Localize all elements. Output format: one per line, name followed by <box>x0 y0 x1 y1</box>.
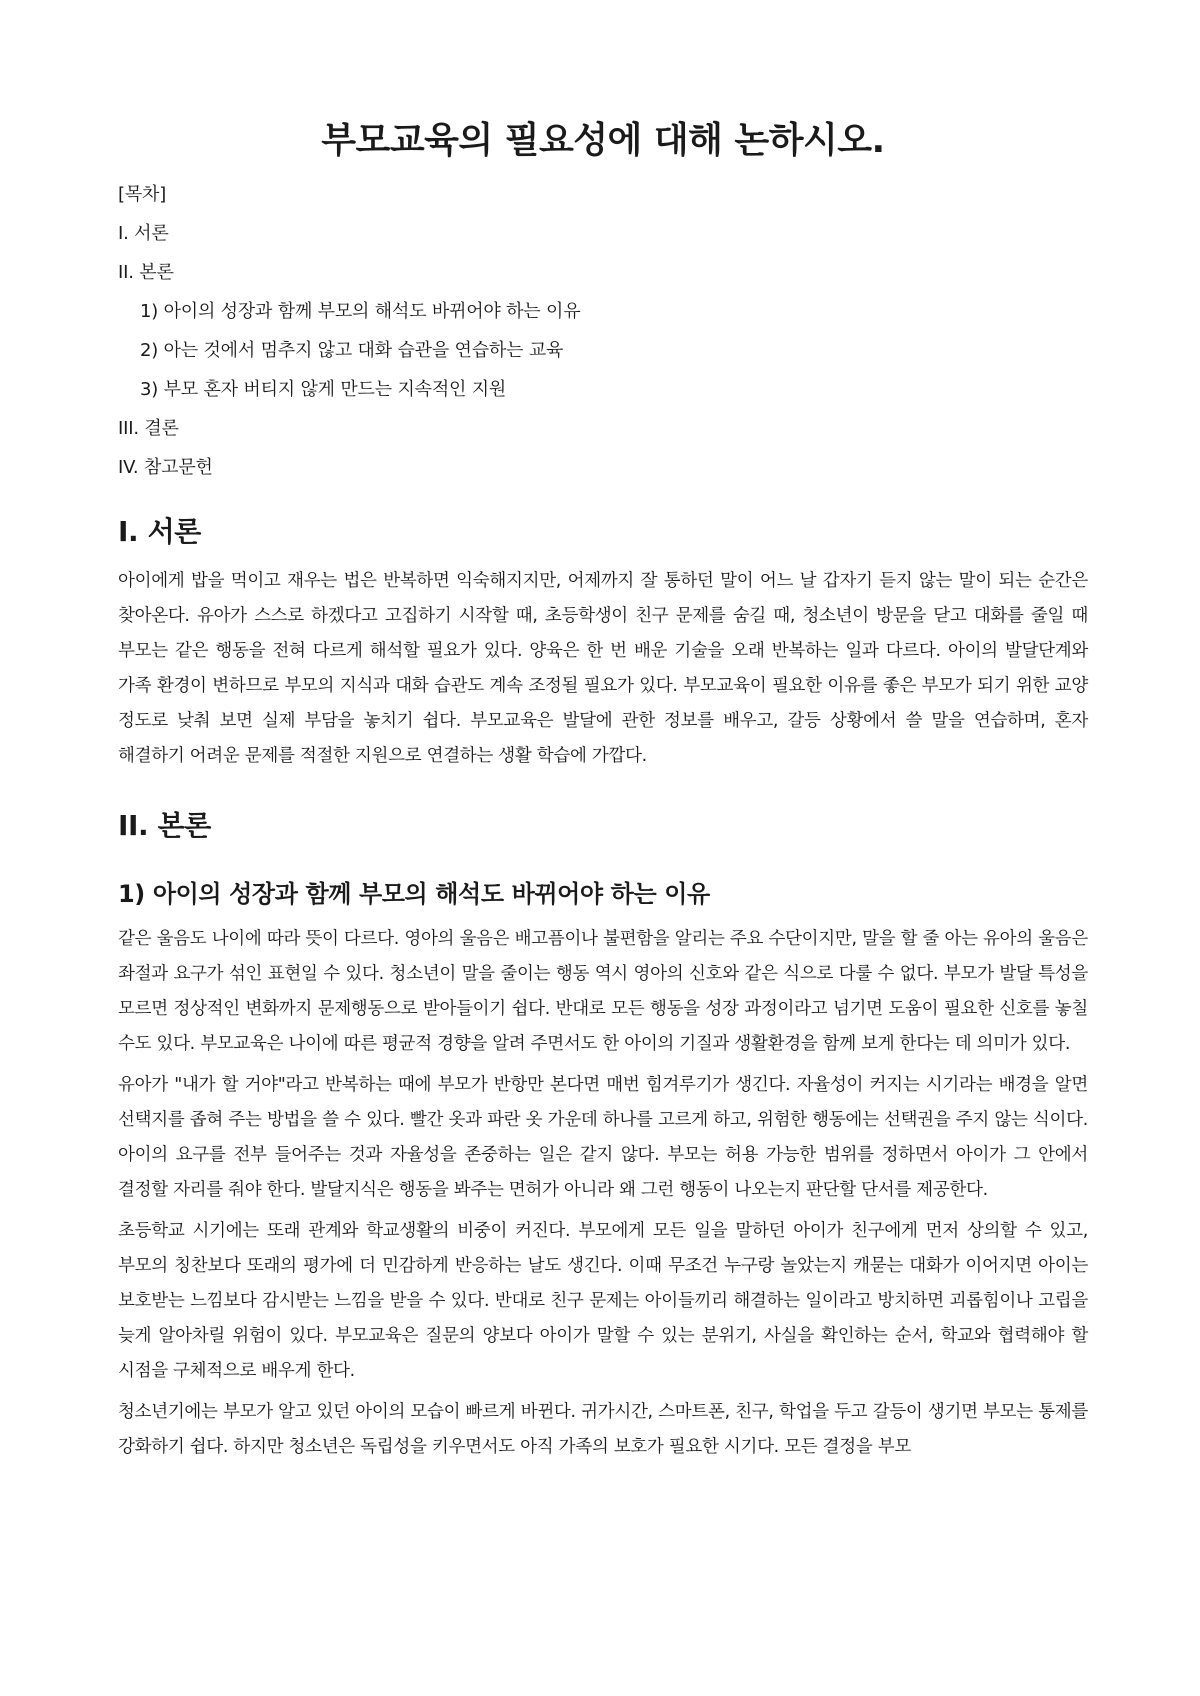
subsection-1-heading: 1) 아이의 성장과 함께 부모의 해석도 바뀌어야 하는 이유 <box>118 879 710 908</box>
toc-item-references: IV. 참고문헌 <box>118 456 213 478</box>
toc-label: [목차] <box>118 183 167 205</box>
intro-paragraph: 아이에게 밥을 먹이고 재우는 법은 반복하면 익숙해지지만, 어제까지 잘 통하던 말이 어느 날 갑자기 듣지 않는 말이 되는 순간은 찾아온다. 유아가 스스로 하겠다고 고집하기 시작할 때, 초등학생이 친구 문제를 숨길 때, 청소년이 방문을 닫고 대화를 줄일 때 부모는 같은 행동을 전혀 다르게 해석할 필요가 있다. 양육은 한 번 배운 기술을 오래 반복하는 일과 다르다. 아이의 발달단계와 가족 환경이 변하므로 부모의 지식과 대화 습관도 계속 조정될 필요가 있다. 부모교육이 필요한 이유를 좋은 부모가 되기 위한 교양 정도로 낮춰 보면 실제 부담을 놓치기 쉽다. 부모교육은 발달에 관한 정보를 배우고, 갈등 상황에서 쓸 말을 연습하며, 혼자 해결하기 어려운 문제를 적절한 지원으로 연결하는 생활 학습에 가깝다. <box>118 571 1088 767</box>
document-title: 부모교육의 필요성에 대해 논하시오. <box>321 120 885 161</box>
toc-item-body-1: 1) 아이의 성장과 함께 부모의 해석도 바뀌어야 하는 이유 <box>140 300 581 322</box>
toc-item-conclusion: III. 결론 <box>118 417 179 439</box>
subsection-1-paragraph-2: 유아가 "내가 할 거야"라고 반복하는 때에 부모가 반항만 본다면 매번 힘겨루기가 생긴다. 자율성이 커지는 시기라는 배경을 알면 선택지를 좁혀 주는 방법을 쓸 수 있다. 빨간 옷과 파란 옷 가운데 하나를 고르게 하고, 위험한 행동에는 선택권을 주지 않는 식이다. 아이의 요구를 전부 들어주는 것과 자율성을 존중하는 일은 같지 않다. 부모는 허용 가능한 범위를 정하면서 아이가 그 안에서 결정할 자리를 줘야 한다. 발달지식은 행동을 봐주는 면허가 아니라 왜 그런 행동이 나오는지 판단할 단서를 제공한다. <box>118 1074 1088 1200</box>
toc-item-intro: I. 서론 <box>118 222 169 244</box>
toc-item-body: II. 본론 <box>118 261 174 283</box>
subsection-1-paragraph-4: 청소년기에는 부모가 알고 있던 아이의 모습이 빠르게 바뀐다. 귀가시간, 스마트폰, 친구, 학업을 두고 갈등이 생기면 부모는 통제를 강화하기 쉽다. 하지만 청소년은 독립성을 키우면서도 아직 가족의 보호가 필요한 시기다. 모든 결정을 부모 <box>118 1401 1088 1457</box>
intro-heading: I. 서론 <box>118 514 201 548</box>
subsection-1-paragraph-1: 같은 울음도 나이에 따라 뜻이 다르다. 영아의 울음은 배고픔이나 불편함을 알리는 주요 수단이지만, 말을 할 줄 아는 유아의 울음은 좌절과 요구가 섞인 표현일 수 있다. 청소년이 말을 줄이는 행동 역시 영아의 신호와 같은 식으로 다룰 수 없다. 부모가 발달 특성을 모르면 정상적인 변화까지 문제행동으로 받아들이기 쉽다. 반대로 모든 행동을 성장 과정이라고 넘기면 도움이 필요한 신호를 놓칠 수도 있다. 부모교육은 나이에 따른 평균적 경향을 알려 주면서도 한 아이의 기질과 생활환경을 함께 보게 한다는 데 의미가 있다. <box>118 928 1088 1054</box>
subsection-1-paragraph-3: 초등학교 시기에는 또래 관계와 학교생활의 비중이 커진다. 부모에게 모든 일을 말하던 아이가 친구에게 먼저 상의할 수 있고, 부모의 칭찬보다 또래의 평가에 더 민감하게 반응하는 날도 생긴다. 이때 무조건 누구랑 놀았는지 캐묻는 대화가 이어지면 아이는 보호받는 느낌보다 감시받는 느낌을 받을 수 있다. 반대로 친구 문제는 아이들끼리 해결하는 일이라고 방치하면 괴롭힘이나 고립을 늦게 알아차릴 위험이 있다. 부모교육은 질문의 양보다 아이가 말할 수 있는 분위기, 사실을 확인하는 순서, 학교와 협력해야 할 시점을 구체적으로 배우게 한다. <box>118 1220 1088 1381</box>
toc-item-body-3: 3) 부모 혼자 버티지 않게 만드는 지속적인 지원 <box>140 378 507 400</box>
toc-item-body-2: 2) 아는 것에서 멈추지 않고 대화 습관을 연습하는 교육 <box>140 339 564 361</box>
table-of-contents <box>118 183 1088 480</box>
body-heading: II. 본론 <box>118 809 211 843</box>
